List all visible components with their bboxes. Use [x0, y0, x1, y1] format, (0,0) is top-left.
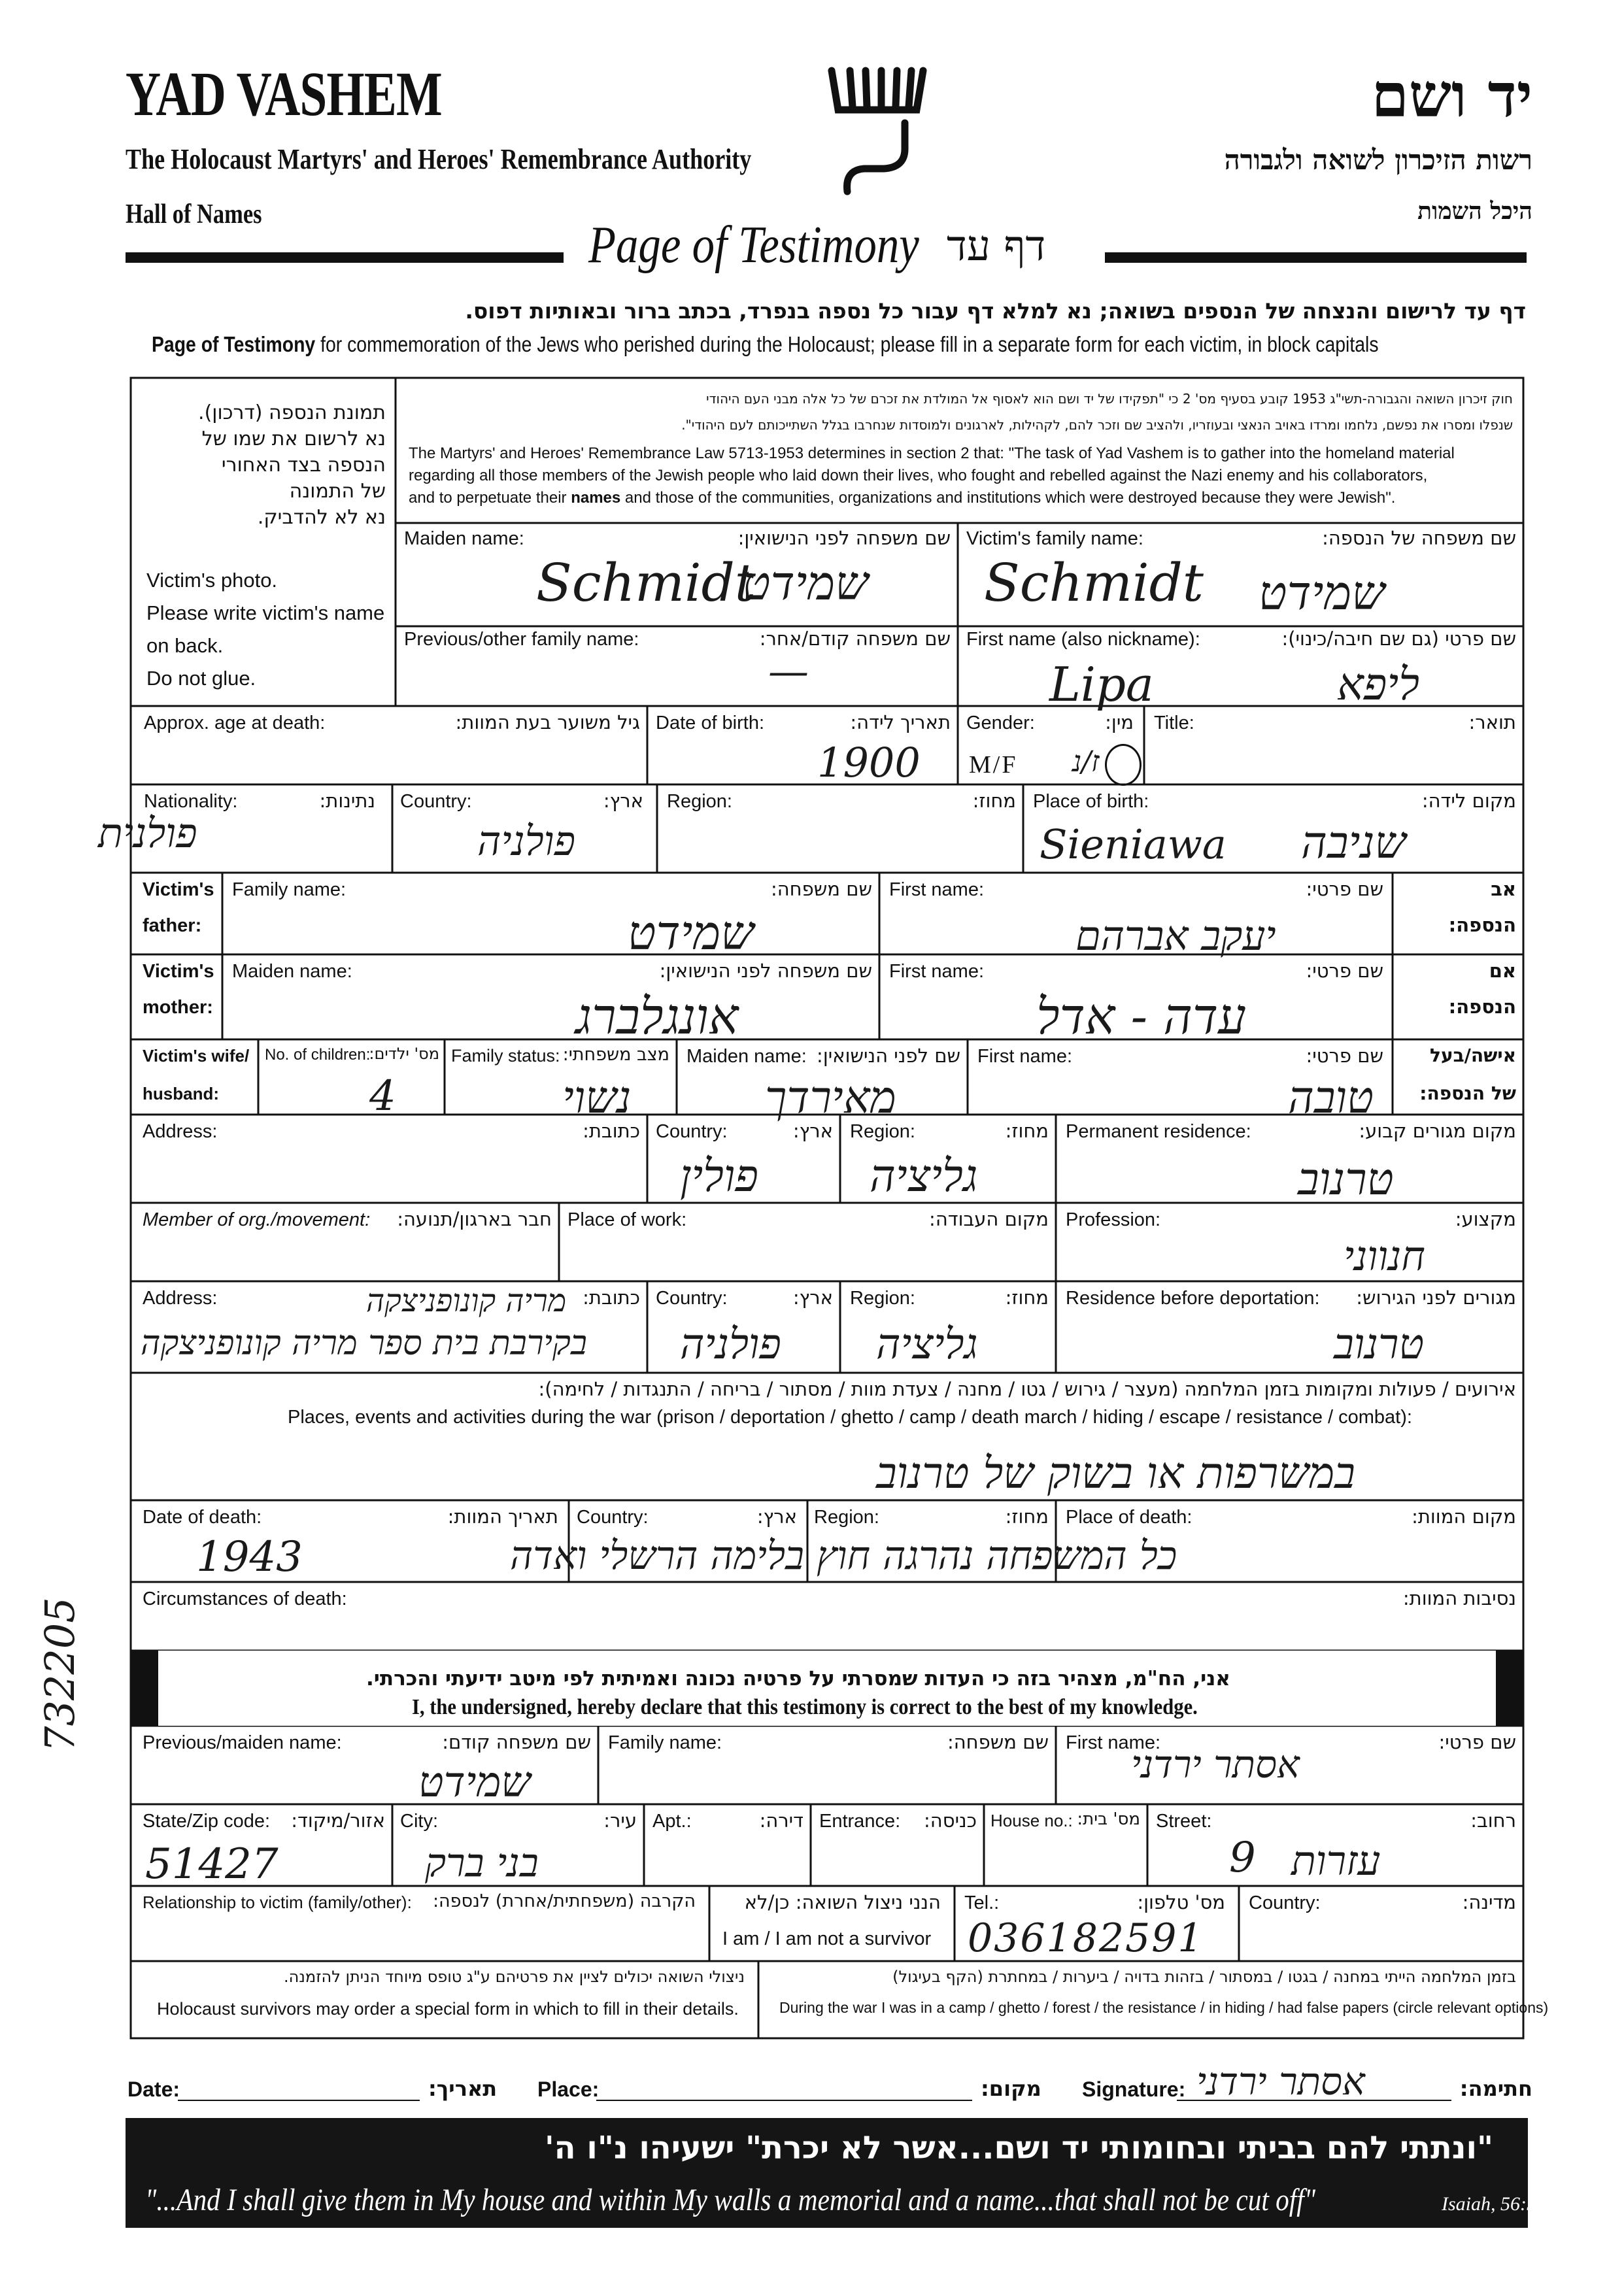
org-name-en: YAD VASHEM	[126, 59, 442, 129]
law-he-1: חוק זיכרון השואה והגבורה-תשי"ג 1953 קובע בסעיף מס' 2 כי "תפקידו של יד ושם הוא לאסוף אל המולדת את זכרם של כל אלה מבני העם היהודי	[706, 391, 1513, 407]
label-father-en-1: Victim's	[143, 879, 214, 900]
label-signature-en: Signature:	[1082, 2077, 1186, 2101]
label-region-he: מחוז:	[972, 790, 1016, 812]
label-work-he: מקום העבודה:	[929, 1208, 1049, 1230]
hw-street[interactable]: עזרות	[1291, 1837, 1381, 1885]
label-pob-en: Place of birth:	[1033, 791, 1149, 812]
hw-res-before[interactable]: טרנוב	[1334, 1320, 1425, 1369]
label-father-first-en: First name:	[889, 879, 985, 900]
hw-signature[interactable]: אסתר ירדני	[1196, 2059, 1365, 2104]
label-status-en: Family status:	[451, 1046, 560, 1066]
intro-en-bold: Page of Testimony	[152, 332, 316, 356]
label-places-en: Places, events and activities during the war (prison / deportation / ghetto / camp / death march / hiding / escape / resistance / combat):	[288, 1407, 1412, 1428]
label-nationality-he: נתינות:	[319, 790, 375, 812]
hw-profession[interactable]: חנווני	[1344, 1232, 1425, 1280]
label-place-en: Place:	[537, 2077, 600, 2101]
label-dod-en: Date of death:	[143, 1507, 262, 1528]
label-death-region-en: Region:	[814, 1507, 879, 1528]
photo-he-line-4: של התמונה	[289, 480, 386, 503]
law-en-3c: and those of the communities, organizations and institutions which were destroyed because they were Jewish".	[620, 489, 1396, 507]
label-dob-en: Date of birth:	[656, 713, 765, 733]
date-line[interactable]	[178, 2100, 420, 2101]
label-spouse-first-en: First name:	[977, 1046, 1073, 1067]
label-first-he: שם פרטי (גם שם חיבה/כינוי):	[1281, 628, 1516, 650]
gender-options[interactable]: M/F	[969, 751, 1018, 779]
label-sub-country-he: מדינה:	[1462, 1891, 1516, 1913]
hw-mother-first[interactable]: עדה - אדל	[1036, 987, 1247, 1045]
label-sub-country-en: Country:	[1249, 1892, 1321, 1913]
label-mother-he-2: הנספה:	[1448, 996, 1516, 1018]
label-spouse-he-2: של הנספה:	[1419, 1083, 1516, 1104]
photo-he-line-2: נא לרשום את שמו של	[201, 428, 386, 450]
label-circ-he: נסיבות המוות:	[1402, 1587, 1516, 1609]
label-pob-he: מקום לידה:	[1421, 790, 1516, 812]
label-pod-he: מקום המוות:	[1412, 1505, 1516, 1528]
label-tel-he: מס' טלפון:	[1137, 1891, 1225, 1913]
label-region3-en: Region:	[850, 1288, 915, 1309]
label-spouse-first-he: שם פרטי:	[1306, 1045, 1383, 1067]
label-circ-en: Circumstances of death:	[143, 1588, 347, 1609]
hw-address3-line2[interactable]: בקירבת בית ספר מריה קונופניצקה	[141, 1324, 587, 1363]
photo-en-line-2: Please write victim's name	[146, 601, 385, 624]
label-region3-he: מחוז:	[1005, 1286, 1049, 1309]
label-entrance-en: Entrance:	[819, 1811, 901, 1832]
label-mother-maiden-en: Maiden name:	[232, 961, 352, 982]
label-signature-he: חתימה:	[1459, 2076, 1532, 2101]
hall-of-names-en: Hall of Names	[126, 199, 262, 229]
place-line[interactable]	[596, 2100, 972, 2101]
label-age-he: גיל משוער בעת המוות:	[455, 711, 640, 733]
label-apt-en: Apt.:	[652, 1811, 692, 1832]
gender-circle	[1105, 744, 1142, 786]
label-dob-he: תאריך לידה:	[850, 711, 951, 733]
label-street-en: Street:	[1156, 1811, 1212, 1832]
label-country-he: ארץ:	[603, 790, 643, 812]
label-title-en: Title:	[1154, 713, 1194, 733]
photo-box	[137, 392, 392, 693]
label-sub-first-en: First name:	[1066, 1732, 1161, 1753]
authority-name-he: רשות הזיכרון לשואה ולגבורה	[1224, 144, 1532, 176]
label-place-he: מקום:	[981, 2076, 1041, 2101]
label-famname-en: Family name:	[232, 879, 347, 900]
hw-first-en[interactable]: Lipa	[1049, 657, 1154, 712]
label-entrance-he: כניסה:	[924, 1809, 977, 1832]
label-maiden-he: שם משפחה לפני הנישואין:	[737, 527, 951, 549]
label-region-en: Region:	[667, 791, 732, 812]
label-sub-family-he: שם משפחה:	[947, 1731, 1049, 1753]
label-member-en: Member of org./movement:	[143, 1209, 371, 1230]
declaration-en: I, the undersigned, hereby declare that this testimony is correct to the best of my knowledge.	[412, 1695, 1198, 1719]
label-death-region-he: מחוז:	[1005, 1505, 1049, 1528]
label-famname-he: שם משפחה:	[770, 878, 872, 900]
hw-dob[interactable]: 1900	[817, 739, 921, 786]
label-region2-he: מחוז:	[1005, 1120, 1049, 1142]
hw-maiden-en[interactable]: Schmidt	[536, 552, 756, 613]
label-mother-en-1: Victim's	[143, 961, 214, 982]
photo-en-line-4: Do not glue.	[146, 667, 256, 690]
quote-he: "ונתתי להם בביתי ובחומותי יד ושם...אשר לא יכרת" ישעיהו נ"ו ה'	[544, 2130, 1493, 2166]
label-father-he-2: הנספה:	[1448, 914, 1516, 936]
hw-prev[interactable]: —	[768, 647, 809, 695]
law-en-3b: names	[571, 489, 621, 507]
label-spouse-en-1: Victim's wife/	[143, 1046, 250, 1066]
declaration-he: אני, הח"מ, מצהיר בזה כי העדות שמסרתי על פרטיה נכונה ואמיתית לפי מיטב ידיעתי והכרתי.	[366, 1667, 1230, 1690]
label-resbefore-en: Residence before deportation:	[1066, 1288, 1320, 1309]
hw-country2[interactable]: פולין	[680, 1151, 758, 1202]
label-resbefore-he: מגורים לפני הגירוש:	[1356, 1286, 1516, 1309]
photo-he-line-3: הנספה בצד האחורי	[221, 454, 386, 477]
hw-zip[interactable]: 51427	[145, 1840, 279, 1889]
law-en-3a: and to perpetuate their	[409, 489, 571, 507]
label-sub-family-en: Family name:	[608, 1732, 722, 1753]
label-family-en: Victim's family name:	[966, 528, 1143, 549]
label-country3-en: Country:	[656, 1288, 728, 1309]
label-sub-prev-he: שם משפחה קודם:	[442, 1731, 591, 1753]
hw-mother-maiden[interactable]: אונגלברג	[575, 987, 739, 1045]
label-country3-he: ארץ:	[792, 1286, 833, 1309]
label-pod-en: Place of death:	[1066, 1507, 1193, 1528]
hw-pob-he[interactable]: שניבה	[1301, 817, 1406, 869]
label-maiden-en: Maiden name:	[404, 528, 524, 549]
label-perm-he: מקום מגורים קבוע:	[1359, 1120, 1516, 1142]
hw-house[interactable]: 9	[1229, 1834, 1256, 1882]
hw-side-number: 732205	[36, 1597, 84, 1752]
form-title-he: דף עד	[947, 222, 1046, 271]
label-region2-en: Region:	[850, 1121, 915, 1142]
label-age-en: Approx. age at death:	[144, 713, 326, 733]
note-war-en: During the war I was in a camp / ghetto / forest / the resistance / in hiding / had false papers (circle relevant options)	[779, 1999, 1549, 2016]
label-mother-first-en: First name:	[889, 961, 985, 982]
label-gender-en: Gender:	[966, 713, 1035, 733]
label-address3-he: כתובת:	[583, 1286, 640, 1309]
hw-city[interactable]: בני ברק	[425, 1840, 539, 1886]
photo-en-line-1: Victim's photo.	[146, 569, 278, 592]
authority-name-en: The Holocaust Martyrs' and Heroes' Remembrance Authority	[126, 143, 752, 175]
label-prof-he: מקצוע:	[1455, 1208, 1516, 1230]
label-date-he: תאריך:	[428, 2076, 498, 2101]
label-street-he: רחוב:	[1470, 1809, 1516, 1832]
label-children-en: No. of children:	[265, 1046, 371, 1064]
hw-sub-prev[interactable]: שמידט	[418, 1758, 531, 1807]
label-zip-en: State/Zip code:	[143, 1811, 271, 1832]
label-address-he: כתובת:	[583, 1120, 640, 1142]
hw-places[interactable]: במשרפות או בשוק של טרנוב	[876, 1448, 1355, 1498]
label-status-he: מצב משפחתי:	[562, 1045, 669, 1065]
hw-dod[interactable]: 1943	[196, 1533, 303, 1581]
hw-pob-en[interactable]: Sieniawa	[1040, 820, 1226, 868]
note-war-he: בזמן המלחמה הייתי במחנה / בגטו / במסתור / בזהות בדויה / ביערות / במחתרת (הקף בעיגול)	[892, 1968, 1516, 1986]
hw-nationality[interactable]: פולנית	[98, 809, 197, 857]
hw-country[interactable]: פולניה	[477, 817, 576, 865]
intro-he: דף עד לרישום והנצחה של הנספים בשואה; נא למלא דף עבור כל נספה בנפרד, בכתב ברור ובאותיות דפוס.	[465, 298, 1526, 324]
label-spouse-he-1: אישה/בעל	[1430, 1045, 1516, 1066]
label-gender-he: מין:	[1105, 711, 1134, 733]
label-work-en: Place of work:	[567, 1209, 687, 1230]
law-en-3	[409, 489, 1395, 507]
hw-maiden-he[interactable]: שמידט	[742, 556, 869, 611]
label-apt-he: דירה:	[759, 1809, 804, 1832]
label-city-en: City:	[400, 1811, 438, 1832]
label-rel-en: Relationship to victim (family/other):	[143, 1892, 412, 1912]
quote-ref: Isaiah, 56:5	[1442, 2193, 1536, 2215]
label-mother-maiden-he: שם משפחה לפני הנישואין:	[659, 960, 872, 982]
hw-address3-line1[interactable]: מריה קונופניצקה	[366, 1283, 567, 1319]
label-address3-en: Address:	[143, 1288, 218, 1309]
form-title-en: Page of Testimony	[588, 216, 919, 274]
label-father-first-he: שם פרטי:	[1306, 878, 1383, 900]
label-country2-he: ארץ:	[792, 1120, 833, 1142]
hw-spouse-maiden[interactable]: מאירדך	[765, 1072, 896, 1124]
label-house-he: מס' בית:	[1077, 1809, 1140, 1829]
label-survivor-en[interactable]: I am / I am not a survivor	[722, 1928, 932, 1949]
gender-options-he[interactable]: ז/נ	[1072, 745, 1100, 779]
label-country-en: Country:	[400, 791, 472, 812]
label-dod-he: תאריך המוות:	[447, 1505, 558, 1528]
label-father-he-1: אב	[1491, 878, 1516, 900]
label-member-he: חבר בארגון/תנועה:	[397, 1208, 552, 1230]
label-house-en: House no.:	[990, 1811, 1073, 1830]
law-en-2: regarding all those members of the Jewish people who laid down their lives, who fought and rebelled against the Nazi enemy and his collaborators,	[409, 467, 1428, 484]
label-family-he: שם משפחה של הנספה:	[1322, 527, 1516, 549]
label-city-he: עיר:	[603, 1809, 637, 1832]
law-he-2: שנפלו ומסרו את נפשם, נלחמו ומרדו באויב הנאצי ובעוזריו, ולהציב שם וזכר להם, לקהילות, לארגונים ולמוסדות שנחרבו בגלל השתייכותם לעם היהודי".	[681, 417, 1513, 433]
label-spouse-maiden-en: Maiden name:	[686, 1046, 807, 1067]
label-nationality-en: Nationality:	[144, 791, 238, 812]
label-mother-first-he: שם פרטי:	[1306, 960, 1383, 982]
label-prof-en: Profession:	[1066, 1209, 1161, 1230]
hw-family-he[interactable]: שמידט	[1259, 565, 1385, 620]
photo-he-line-5: נא לא להדביק.	[257, 506, 386, 529]
label-prev-en: Previous/other family name:	[404, 629, 639, 650]
photo-he-line-1: תמונת הנספה (דרכון).	[198, 401, 386, 424]
intro-en-rest: for commemoration of the Jews who perished during the Holocaust; please fill in a separate form for each victim, in block capitals	[315, 332, 1379, 356]
label-death-country-he: ארץ:	[756, 1505, 797, 1528]
label-address-en: Address:	[143, 1121, 218, 1142]
label-mother-en-2: mother:	[143, 997, 213, 1018]
quote-en: "...And I shall give them in My house and within My walls a memorial and a name...that shall not be cut off"	[145, 2183, 1316, 2217]
label-places-he: אירועים / פעולות ומקומות בזמן המלחמה (מעצר / גירוש / גטו / מחנה / צעדת מוות / מסתור / בריחה / התנגדות / לחימה):	[538, 1378, 1516, 1400]
label-father-en-2: father:	[143, 915, 202, 936]
photo-en-line-3: on back.	[146, 634, 224, 657]
label-sub-prev-en: Previous/maiden name:	[143, 1732, 342, 1753]
label-country2-en: Country:	[656, 1121, 728, 1142]
hw-tel[interactable]: 036182591	[968, 1915, 1204, 1961]
note-survivors-en: Holocaust survivors may order a special form in which to fill in their details.	[157, 1999, 739, 2019]
label-perm-en: Permanent residence:	[1066, 1121, 1251, 1142]
hw-children[interactable]: 4	[369, 1072, 396, 1120]
hw-status[interactable]: נשוי	[562, 1072, 632, 1124]
note-survivors-he: ניצולי השואה יכולים לציין את פרטיהם ע"ג טופס מיוחד הניתן להזמנה.	[284, 1968, 745, 1986]
label-mother-he-1: אם	[1489, 960, 1516, 982]
org-name-he: יד ושם	[1371, 60, 1532, 131]
label-zip-he: אזור/מיקוד:	[291, 1809, 385, 1832]
hw-spouse-first[interactable]: טובה	[1288, 1072, 1374, 1124]
hw-family-en[interactable]: Schmidt	[984, 552, 1204, 613]
label-prev-he: שם משפחה קודם/אחר:	[759, 628, 951, 650]
hw-perm[interactable]: טרנוב	[1298, 1154, 1394, 1205]
label-sub-first-he: שם פרטי:	[1438, 1731, 1516, 1753]
hw-region3[interactable]: גליציה	[876, 1320, 978, 1369]
label-children-he: מס' ילדים:	[369, 1045, 439, 1063]
label-date-en: Date:	[127, 2077, 180, 2101]
label-spouse-maiden-he: שם לפני הנישואין:	[817, 1045, 960, 1067]
hw-father-first[interactable]: יעקב אברהם	[1075, 912, 1276, 960]
label-title-he: תואר:	[1468, 711, 1516, 733]
label-survivor-he: הנני ניצול השואה: כן/לא	[744, 1891, 941, 1913]
label-first-en: First name (also nickname):	[966, 629, 1200, 650]
label-death-country-en: Country:	[577, 1507, 649, 1528]
hw-country3[interactable]: פולניה	[680, 1320, 781, 1369]
label-spouse-en-2: husband:	[143, 1084, 219, 1103]
law-en-1: The Martyrs' and Heroes' Remembrance Law 5713-1953 determines in section 2 that: "The task of Yad Vashem is to gather into the homeland material	[409, 445, 1455, 462]
label-rel-he: הקרבה (משפחתית/אחרת) לנספה:	[432, 1891, 696, 1911]
hw-father-family[interactable]: שמידט	[628, 905, 754, 960]
label-tel-en: Tel.:	[964, 1892, 1000, 1913]
hw-death-place[interactable]: כל המשפחה נהרגה חוץ בלימה הרשלי ואדה	[510, 1533, 1177, 1579]
hall-of-names-he: היכל השמות	[1417, 197, 1532, 225]
hw-sub-first[interactable]: אסתר ירדני	[1131, 1742, 1300, 1787]
hw-region2[interactable]: גליציה	[870, 1151, 978, 1202]
hw-first-he[interactable]: ליפא	[1337, 659, 1420, 711]
